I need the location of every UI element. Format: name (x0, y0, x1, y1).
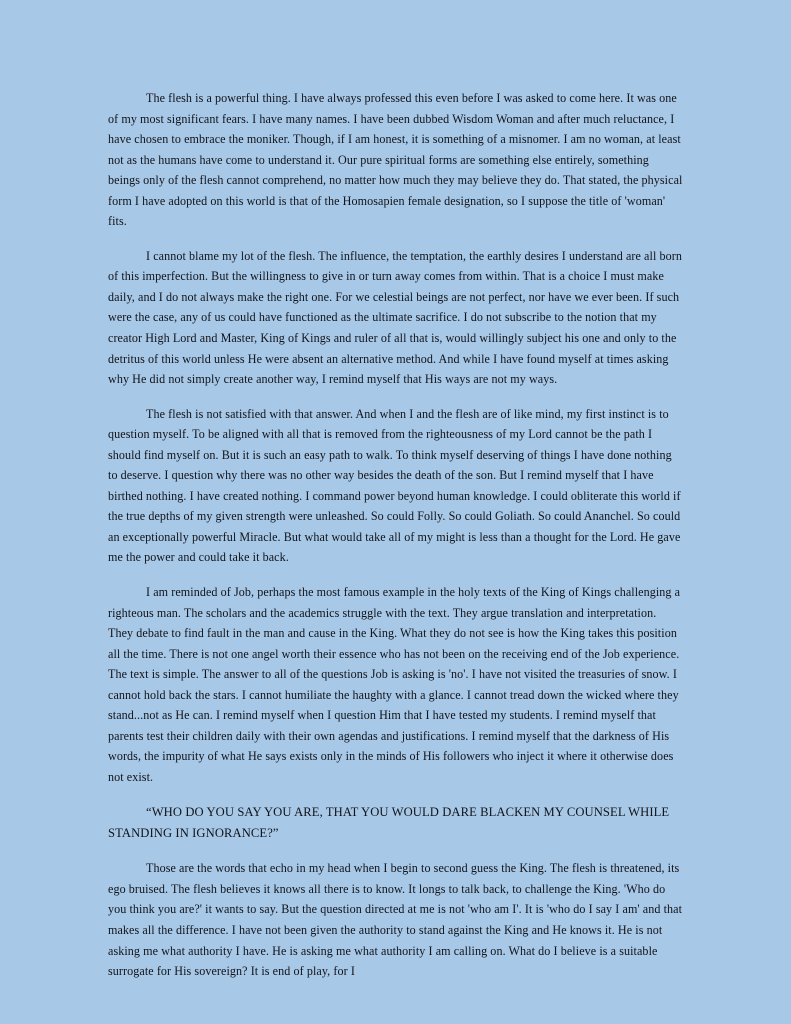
paragraph: The flesh is not satisfied with that answer. And when I and the flesh are of like mind, my first instinct is to question myself. To be aligned with all that is removed from the righteousness of my Lord cannot be the path I should find myself on. But it is such an easy path to walk. To think myself deserving of things I have done nothing to deserve. I question why there was no other way besides the death of the son. But I remind myself that I have birthed nothing. I have created nothing. I command power beyond human knowledge. I could obliterate this world if the true depths of my given strength were unleashed. So could Folly. So could Goliath. So could Ananchel. So could an exceptionally powerful Miracle. But what would take all of my might is less than a thought for the Lord. He gave me the power and could take it back. (108, 406, 681, 565)
paragraph: I am reminded of Job, perhaps the most famous example in the holy texts of the King of Kings challenging a righteous man. The scholars and the academics struggle with the text. They argue translation and interpretation. They debate to find fault in the man and cause in the King. What they do not see is how the King takes this position all the time. There is not one angel worth their essence who has not been on the receiving end of the Job experience. The text is simple. The answer to all of the questions Job is asking is 'no'. I have not visited the treasuries of snow. I cannot hold back the stars. I cannot humiliate the haughty with a glance. I cannot tread down the wicked where they stand...not as He can. I remind myself when I question Him that I have tested my students. I remind myself that parents test their children daily with their own agendas and justifications. I remind myself that the darkness of His words, the impurity of what He says exists only in the minds of His followers who inject it where it otherwise does not exist. (108, 585, 681, 784)
paragraph: The flesh is a powerful thing. I have always professed this even before I was asked to come here. It was one of my most significant fears. I have many names. I have been dubbed Wisdom Woman and after much reluctance, I have chosen to embrace the moniker. Though, if I am honest, it is something of a misnomer. I am no woman, at least not as the humans have come to understand it. Our pure spiritual forms are something else entirely, something beings only of the flesh cannot comprehend, no matter how much they may believe they do. That stated, the physical form I have adopted on this world is that of the Homosapien female designation, so I suppose the title of 'woman' fits. (108, 91, 683, 229)
document-body (108, 88, 683, 982)
quoted-passage: “WHO DO YOU SAY YOU ARE, THAT YOU WOULD DARE BLACKEN MY COUNSEL WHILE STANDING IN IGNORANCE?” (108, 804, 670, 840)
paragraph: I cannot blame my lot of the flesh. The influence, the temptation, the earthly desires I understand are all born of this imperfection. But the willingness to give in or turn away comes from within. That is a choice I must make daily, and I do not always make the right one. For we celestial beings are not perfect, nor have we ever been. If such were the case, any of us could have functioned as the ultimate sacrifice. I do not subscribe to the notion that my creator High Lord and Master, King of Kings and ruler of all that is, would willingly subject his one and only to the detritus of this world unless He were absent an alternative method. And while I have found myself at times asking why He did not simply create another way, I remind myself that His ways are not my ways. (108, 248, 682, 387)
paragraph: Those are the words that echo in my head when I begin to second guess the King. The flesh is threatened, its ego bruised. The flesh believes it knows all there is to know. It longs to talk back, to challenge the King. 'Who do you think you are?' it wants to say. But the question directed at me is not 'who am I'. It is 'who do I say I am' and that makes all the difference. I have not been given the authority to stand against the King and He knows it. He is not asking me what authority I have. He is asking me what authority I am calling on. What do I believe is a suitable surrogate for His sovereign? It is end of play, for I (108, 861, 683, 979)
